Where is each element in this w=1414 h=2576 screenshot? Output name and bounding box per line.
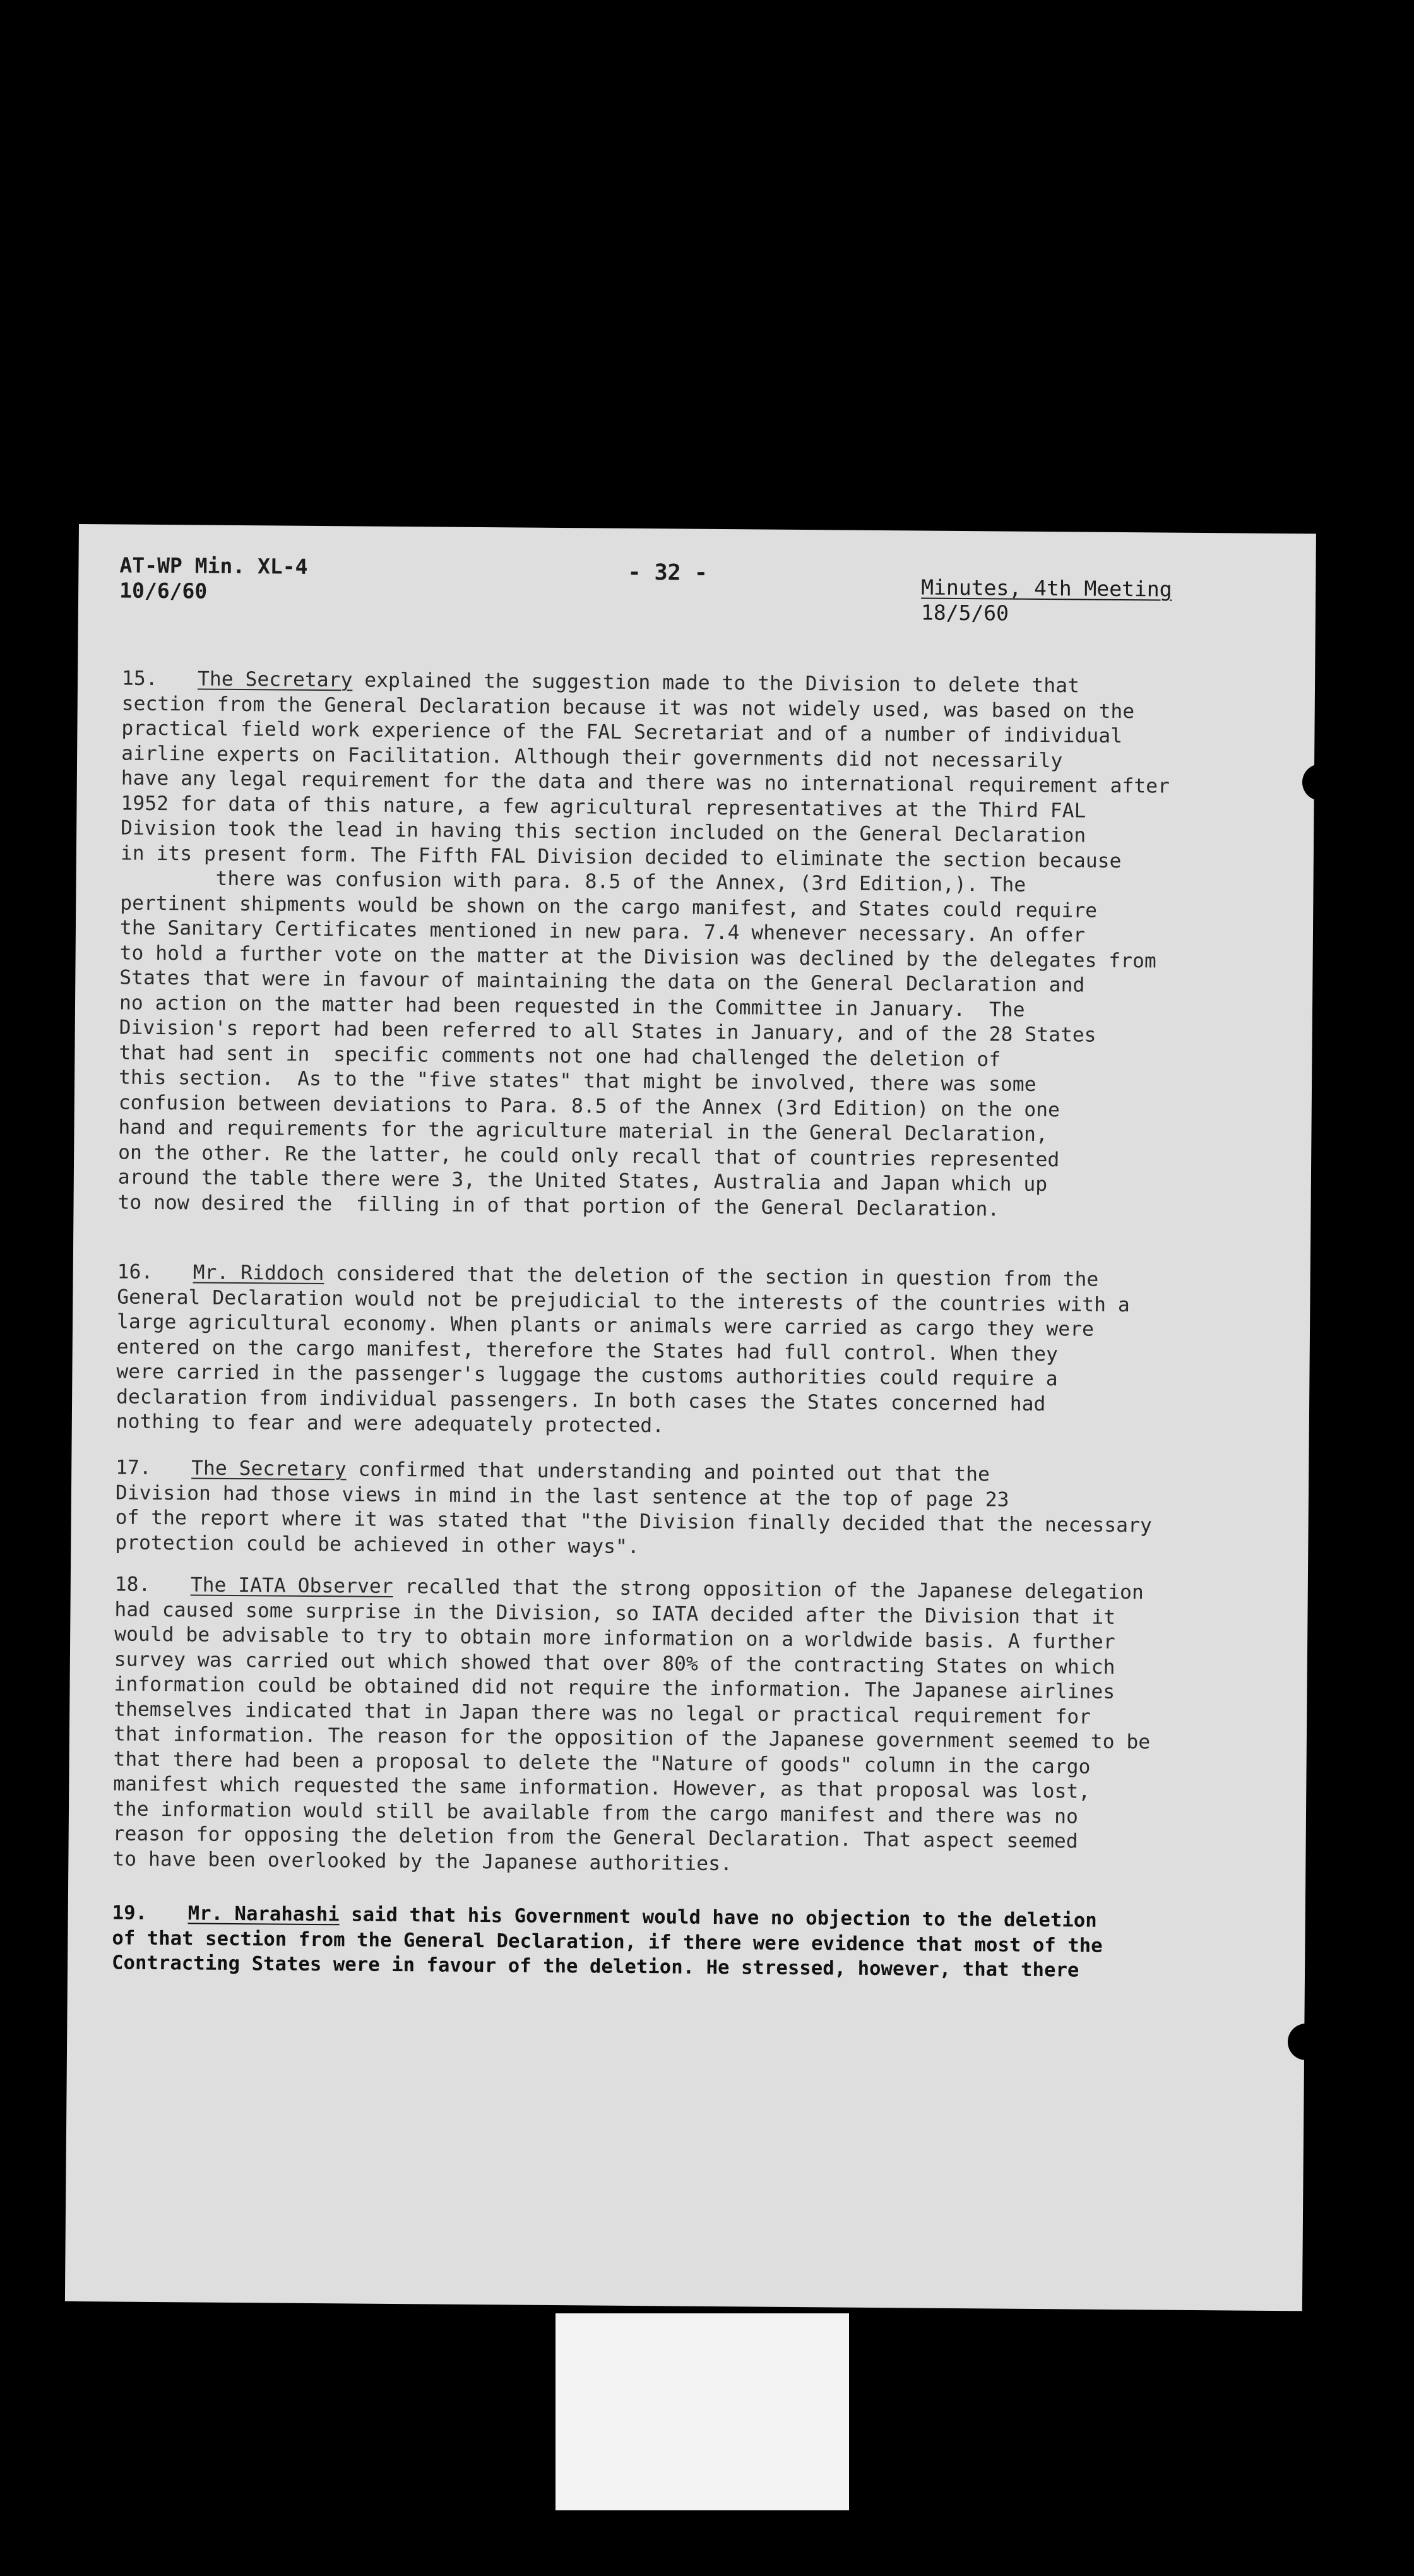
- text-line: Division had those views in mind in the last sentence at the top of page 23: [115, 1481, 1009, 1512]
- document-page: [65, 524, 1316, 2311]
- paragraph-15: [117, 667, 1274, 1224]
- text-line: had caused some surprise in the Division, so IATA decided after the Division that it: [114, 1597, 1116, 1629]
- text-line: in its present form. The Fifth FAL Division decided to eliminate the section because: [120, 842, 1122, 873]
- text-line: that there had been a proposal to delete the "Nature of goods" column in the cargo: [113, 1747, 1091, 1779]
- text-line: to have been overlooked by the Japanese authorities.: [112, 1847, 733, 1875]
- document-reference: [119, 553, 308, 605]
- text-line: that information. The reason for the opposition of the Japanese government seemed to be: [113, 1722, 1151, 1754]
- text-line: entered on the cargo manifest, therefore the States had full control. When they: [116, 1335, 1059, 1366]
- paragraph-number: 15.: [121, 667, 158, 690]
- text-line: practical field work experience of the FAL Secretariat and of a number of individual: [121, 717, 1123, 748]
- text-line: States that were in favour of maintaining the data on the General Declaration and: [119, 966, 1085, 997]
- text-line: that had sent in specific comments not one had challenged the deletion of: [119, 1041, 1001, 1071]
- paragraph-number: 16.: [117, 1260, 153, 1284]
- text-line: on the other. Re the latter, he could only recall that of countries represented: [118, 1141, 1060, 1171]
- text-line: of that section from the General Declaration, if there were evidence that most of the: [112, 1926, 1103, 1957]
- text-line: Division's report had been referred to all States in January, and of the 28 States: [119, 1016, 1096, 1047]
- paragraph-number: 19.: [112, 1902, 148, 1924]
- meeting-info: [921, 575, 1172, 627]
- text-line: to hold a further vote on the matter at the Division was declined by the delegates from: [119, 941, 1157, 972]
- text-line: have any legal requirement for the data and there was no international requirement after: [121, 766, 1170, 798]
- paragraph-19: [112, 1900, 1264, 1984]
- text-line: section from the General Declaration because it was not widely used, was based on the: [121, 692, 1135, 723]
- doc-ref: AT-WP Min. XL-4: [119, 552, 308, 579]
- text-line: pertinent shipments would be shown on the cargo manifest, and States could require: [120, 891, 1098, 922]
- text-line: to now desired the filling in of that portion of the General Declaration.: [117, 1191, 1000, 1220]
- paragraph-17: [115, 1456, 1268, 1565]
- text-line: Division took the lead in having this section included on the General Declaration: [121, 816, 1086, 847]
- text-line: large agricultural economy. When plants or animals were carried as cargo they were: [116, 1310, 1095, 1341]
- text-line: 1952 for data of this nature, a few agricultural representatives at the Third FAL: [121, 792, 1086, 823]
- paragraph-18: [112, 1572, 1267, 1880]
- paragraph-16: [116, 1260, 1269, 1444]
- text-line: hand and requirements for the agriculture material in the General Declaration,: [118, 1116, 1048, 1147]
- text-line: confirmed that understanding and pointed out that the: [346, 1458, 990, 1486]
- page-number: - 32 -: [627, 559, 708, 586]
- punch-hole-bottom: [1288, 2024, 1324, 2060]
- text-line: airline experts on Facilitation. Although their governments did not necessarily: [121, 742, 1063, 772]
- text-line: the information would still be available from the cargo manifest and there was no: [112, 1797, 1079, 1828]
- text-line: information could be obtained did not require the information. The Japanese airlines: [114, 1673, 1115, 1703]
- text-line: confusion between deviations to Para. 8.5 of the Annex (3rd Edition) on the one: [118, 1091, 1060, 1121]
- speaker-name: The Secretary: [197, 667, 353, 692]
- text-line: would be advisable to try to obtain more information on a worldwide basis. A further: [114, 1623, 1115, 1654]
- text-line: the Sanitary Certificates mentioned in new para. 7.4 whenever necessary. An offer: [119, 916, 1086, 947]
- paragraph-number: 17.: [116, 1456, 152, 1479]
- text-line: considered that the deletion of the section in question from the: [324, 1262, 1099, 1291]
- text-line: General Declaration would not be prejudicial to the interests of the countries with a: [117, 1285, 1130, 1316]
- text-line: protection could be achieved in other ways".: [115, 1531, 640, 1558]
- speaker-name: Mr. Riddoch: [193, 1261, 324, 1285]
- text-line: of the report where it was stated that "the Division finally decided that the necessary: [115, 1506, 1152, 1537]
- text-line: survey was carried out which showed that over 80% of the contracting States on which: [114, 1647, 1115, 1679]
- text-line: around the table there were 3, the United States, Australia and Japan which up: [117, 1166, 1048, 1196]
- text-line: no action on the matter had been requested in the Committee in January. The: [119, 991, 1025, 1022]
- meeting-title: Minutes, 4th Meeting: [921, 575, 1172, 602]
- text-line: declaration from individual passengers. In both cases the States concerned had: [116, 1385, 1046, 1416]
- speaker-name: Mr. Narahashi: [187, 1902, 340, 1926]
- text-line: this section. As to the "five states" that might be involved, there was some: [118, 1066, 1037, 1096]
- speaker-name: The Secretary: [191, 1457, 347, 1481]
- text-line: manifest which requested the same information. However, as that proposal was lost,: [113, 1772, 1091, 1803]
- blank-card: [556, 2313, 849, 2510]
- text-line: were carried in the passenger's luggage the customs authorities could require a: [116, 1360, 1058, 1391]
- paragraph-number: 18.: [114, 1573, 151, 1596]
- text-line: Contracting States were in favour of the deletion. He stressed, however, that there: [111, 1952, 1079, 1982]
- text-line: there was confusion with para. 8.5 of the Annex, (3rd Edition,). The: [120, 866, 1026, 897]
- punch-hole-top: [1302, 764, 1339, 801]
- text-line: recalled that the strong opposition of the Japanese delegation: [393, 1575, 1144, 1604]
- text-line: said that his Government would have no objection to the deletion: [339, 1904, 1097, 1932]
- text-line: explained the suggestion made to the Division to delete that: [352, 669, 1080, 698]
- text-line: nothing to fear and were adequately protected.: [116, 1410, 665, 1438]
- text-line: reason for opposing the deletion from the General Declaration. That aspect seemed: [112, 1822, 1078, 1853]
- text-line: themselves indicated that in Japan there was no legal or practical requirement for: [114, 1697, 1091, 1729]
- meeting-date: 18/5/60: [920, 600, 1009, 626]
- doc-date: 10/6/60: [119, 578, 208, 604]
- speaker-name: The IATA Observer: [190, 1573, 393, 1598]
